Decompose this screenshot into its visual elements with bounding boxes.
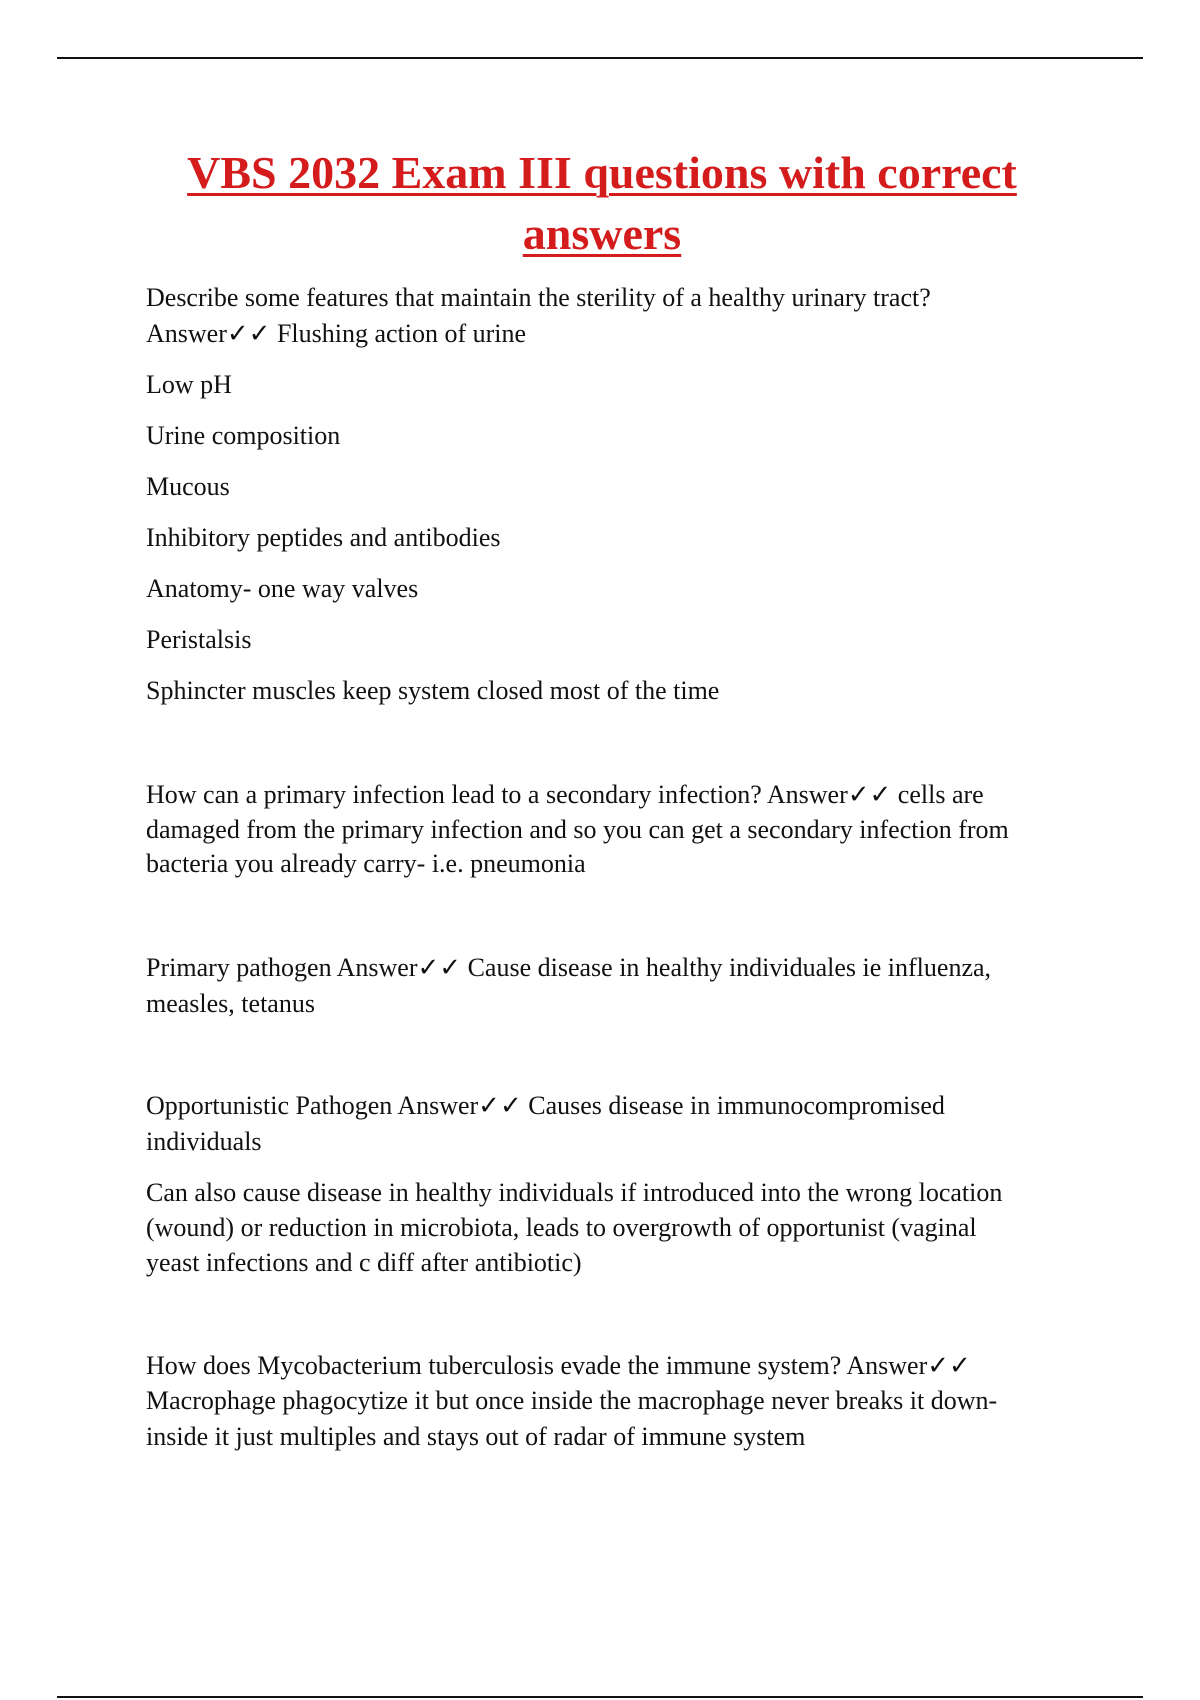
title-line-1: VBS 2032 Exam III questions with correct — [187, 147, 1017, 198]
q4-line-2: individuals — [146, 1127, 262, 1156]
header-rule — [57, 57, 1143, 59]
q1-item-urine-composition: Urine composition — [146, 421, 341, 450]
q2-line-3: bacteria you already carry- i.e. pneumonia — [146, 849, 586, 878]
q1-item-anatomy: Anatomy- one way valves — [146, 574, 419, 603]
q1-item-peristalsis: Peristalsis — [146, 625, 252, 654]
q4-line-4: (wound) or reduction in microbiota, leads to overgrowth of opportunist (vaginal — [146, 1213, 977, 1242]
q2-line-2: damaged from the primary infection and so you can get a secondary infection from — [146, 815, 1009, 844]
q5-line-1: How does Mycobacterium tuberculosis evade the immune system? Answer✓✓ — [146, 1351, 971, 1380]
q5-line-2: Macrophage phagocytize it but once inside the macrophage never breaks it down- — [146, 1386, 998, 1415]
q2-line-1: How can a primary infection lead to a secondary infection? Answer✓✓ cells are — [146, 780, 984, 809]
q1-item-low-ph: Low pH — [146, 370, 232, 399]
q3-line-1: Primary pathogen Answer✓✓ Cause disease in healthy individuales ie influenza, — [146, 953, 992, 982]
q4-line-5: yeast infections and c diff after antibiotic) — [146, 1248, 582, 1277]
q3-line-2: measles, tetanus — [146, 989, 315, 1018]
q1-question-line: Describe some features that maintain the sterility of a healthy urinary tract? — [146, 283, 931, 312]
q1-answer-line: Answer✓✓ Flushing action of urine — [146, 319, 527, 348]
q1-item-sphincter: Sphincter muscles keep system closed most of the time — [146, 676, 720, 705]
q1-item-mucous: Mucous — [146, 472, 230, 501]
q4-line-3: Can also cause disease in healthy individuals if introduced into the wrong location — [146, 1178, 1003, 1207]
q4-line-1: Opportunistic Pathogen Answer✓✓ Causes disease in immunocompromised — [146, 1091, 945, 1120]
q1-item-inhibitory-peptides: Inhibitory peptides and antibodies — [146, 523, 501, 552]
footer-rule — [57, 1696, 1143, 1698]
title-line-2: answers — [522, 208, 682, 259]
document-title — [84, 142, 1120, 264]
q5-line-3: inside it just multiples and stays out of radar of immune system — [146, 1422, 806, 1451]
